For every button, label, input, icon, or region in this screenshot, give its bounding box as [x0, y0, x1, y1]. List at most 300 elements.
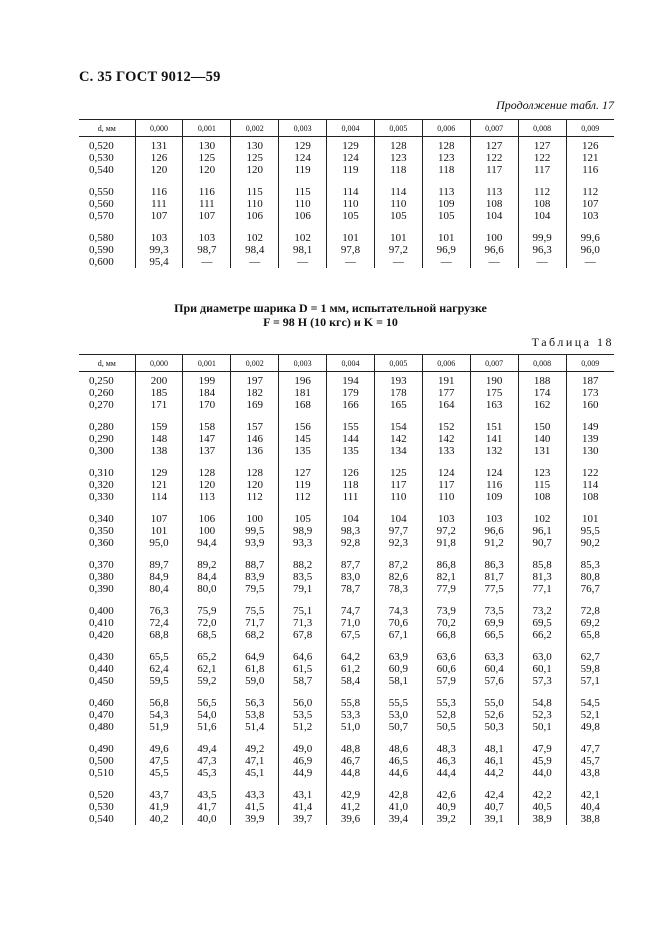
- hardness-cell: 60,4: [470, 663, 518, 675]
- hardness-cell: 104: [518, 210, 566, 222]
- hardness-cell: 85,3: [566, 549, 614, 571]
- hardness-cell: 121: [135, 479, 183, 491]
- hardness-cell: 188: [518, 372, 566, 388]
- diameter-cell: 0,500: [89, 755, 114, 767]
- diameter-cell: 0,530: [89, 801, 114, 813]
- hardness-cell: 80,0: [183, 583, 231, 595]
- hardness-cell: 105: [422, 210, 470, 222]
- table-row: [79, 137, 614, 153]
- hardness-cell: 171: [135, 399, 183, 411]
- hardness-cell: 86,3: [470, 549, 518, 571]
- column-header: 0,007: [470, 120, 518, 137]
- hardness-cell: 82,1: [422, 571, 470, 583]
- hardness-cell: 79,1: [279, 583, 327, 595]
- hardness-cell: 40,5: [518, 801, 566, 813]
- hardness-cell: —: [470, 256, 518, 268]
- hardness-cell: 130: [183, 137, 231, 153]
- hardness-cell: 47,7: [566, 733, 614, 755]
- diameter-cell: 0,490: [89, 743, 114, 755]
- hardness-cell: 107: [135, 210, 183, 222]
- diameter-cell: 0,400: [89, 605, 114, 617]
- hardness-cell: 40,7: [470, 801, 518, 813]
- hardness-cell: 151: [470, 411, 518, 433]
- table-header-row: [79, 120, 614, 137]
- table-row: [79, 675, 614, 687]
- hardness-cell: 40,2: [135, 813, 183, 825]
- hardness-cell: 46,1: [470, 755, 518, 767]
- hardness-cell: 39,7: [279, 813, 327, 825]
- hardness-cell: 92,3: [374, 537, 422, 549]
- diameter-cell: 0,480: [89, 721, 114, 733]
- table-row: [79, 755, 614, 767]
- hardness-cell: 125: [374, 457, 422, 479]
- hardness-cell: 45,5: [135, 767, 183, 779]
- hardness-cell: 71,7: [231, 617, 279, 629]
- hardness-cell: 108: [518, 491, 566, 503]
- hardness-cell: 97,2: [374, 244, 422, 256]
- hardness-cell: 108: [566, 491, 614, 503]
- table-row: [79, 525, 614, 537]
- hardness-cell: 168: [279, 399, 327, 411]
- hardness-cell: 114: [327, 176, 375, 198]
- hardness-cell: 111: [183, 198, 231, 210]
- hardness-cell: 50,7: [374, 721, 422, 733]
- hardness-cell: 96,3: [518, 244, 566, 256]
- hardness-cell: 87,7: [327, 549, 375, 571]
- hardness-cell: 80,8: [566, 571, 614, 583]
- hardness-cell: 139: [566, 433, 614, 445]
- hardness-cell: 43,1: [279, 779, 327, 801]
- hardness-cell: 108: [518, 198, 566, 210]
- hardness-cell: 123: [422, 152, 470, 164]
- hardness-cell: 80,4: [135, 583, 183, 595]
- diameter-cell: 0,340: [89, 513, 114, 525]
- table-row: [79, 779, 614, 801]
- hardness-cell: 43,3: [231, 779, 279, 801]
- hardness-cell: 120: [231, 479, 279, 491]
- hardness-cell: 58,7: [279, 675, 327, 687]
- hardness-cell: 49,6: [135, 733, 183, 755]
- hardness-cell: 88,7: [231, 549, 279, 571]
- hardness-cell: 61,8: [231, 663, 279, 675]
- hardness-cell: 110: [422, 491, 470, 503]
- hardness-cell: 116: [135, 176, 183, 198]
- hardness-cell: 124: [327, 152, 375, 164]
- hardness-cell: 93,3: [279, 537, 327, 549]
- hardness-cell: 62,4: [135, 663, 183, 675]
- hardness-cell: 59,2: [183, 675, 231, 687]
- hardness-cell: 109: [470, 491, 518, 503]
- hardness-cell: 46,7: [327, 755, 375, 767]
- hardness-cell: 76,3: [135, 595, 183, 617]
- hardness-cell: 91,2: [470, 537, 518, 549]
- hardness-cell: 53,3: [327, 709, 375, 721]
- hardness-cell: 109: [422, 198, 470, 210]
- table-row: [79, 176, 614, 198]
- hardness-cell: 39,4: [374, 813, 422, 825]
- hardness-cell: 124: [422, 457, 470, 479]
- hardness-cell: 49,8: [566, 721, 614, 733]
- column-header: 0,001: [183, 355, 231, 372]
- hardness-cell: 105: [374, 210, 422, 222]
- table-row: [79, 387, 614, 399]
- hardness-cell: 93,9: [231, 537, 279, 549]
- hardness-cell: 132: [470, 445, 518, 457]
- hardness-cell: 110: [327, 198, 375, 210]
- hardness-cell: 178: [374, 387, 422, 399]
- diameter-cell: 0,560: [89, 198, 114, 210]
- table-row: [79, 549, 614, 571]
- hardness-cell: 63,9: [374, 641, 422, 663]
- column-header: 0,009: [566, 355, 614, 372]
- hardness-cell: 73,2: [518, 595, 566, 617]
- table-row: [79, 617, 614, 629]
- hardness-cell: 131: [135, 137, 183, 153]
- hardness-cell: 149: [566, 411, 614, 433]
- table-row: [79, 152, 614, 164]
- hardness-cell: 107: [183, 210, 231, 222]
- hardness-cell: 78,3: [374, 583, 422, 595]
- hardness-cell: 52,1: [566, 709, 614, 721]
- hardness-cell: 112: [518, 176, 566, 198]
- section-caption-line-2: F = 98 Н (10 кгс) и K = 10: [263, 315, 398, 329]
- hardness-cell: 101: [422, 222, 470, 244]
- hardness-cell: 174: [518, 387, 566, 399]
- hardness-cell: 63,0: [518, 641, 566, 663]
- hardness-cell: 136: [231, 445, 279, 457]
- hardness-cell: 44,2: [470, 767, 518, 779]
- table-row: [79, 479, 614, 491]
- hardness-cell: 45,3: [183, 767, 231, 779]
- hardness-cell: 58,1: [374, 675, 422, 687]
- diameter-cell: 0,390: [89, 583, 114, 595]
- hardness-cell: 72,0: [183, 617, 231, 629]
- hardness-cell: 74,7: [327, 595, 375, 617]
- hardness-cell: 120: [183, 479, 231, 491]
- hardness-cell: 56,8: [135, 687, 183, 709]
- hardness-cell: 101: [135, 525, 183, 537]
- hardness-cell: 57,1: [566, 675, 614, 687]
- hardness-cell: 116: [183, 176, 231, 198]
- table-row: [79, 457, 614, 479]
- hardness-cell: 115: [518, 479, 566, 491]
- hardness-cell: 119: [279, 164, 327, 176]
- hardness-cell: 51,2: [279, 721, 327, 733]
- hardness-cell: 99,3: [135, 244, 183, 256]
- hardness-cell: 56,0: [279, 687, 327, 709]
- hardness-cell: 200: [135, 372, 183, 388]
- hardness-cell: 45,7: [566, 755, 614, 767]
- hardness-cell: 69,9: [470, 617, 518, 629]
- hardness-cell: 49,2: [231, 733, 279, 755]
- hardness-cell: 110: [279, 198, 327, 210]
- hardness-cell: 98,9: [279, 525, 327, 537]
- hardness-cell: 41,5: [231, 801, 279, 813]
- hardness-cell: 48,8: [327, 733, 375, 755]
- hardness-cell: 113: [470, 176, 518, 198]
- diameter-cell: 0,290: [89, 433, 114, 445]
- hardness-cell: 138: [135, 445, 183, 457]
- diameter-cell: 0,570: [89, 210, 114, 222]
- hardness-cell: 95,0: [135, 537, 183, 549]
- diameter-cell: 0,470: [89, 709, 114, 721]
- hardness-cell: 73,5: [470, 595, 518, 617]
- hardness-cell: 41,2: [327, 801, 375, 813]
- hardness-cell: 60,9: [374, 663, 422, 675]
- column-header-diameter: d, мм: [79, 120, 135, 137]
- hardness-cell: 39,1: [470, 813, 518, 825]
- hardness-cell: 118: [422, 164, 470, 176]
- hardness-cell: 98,7: [183, 244, 231, 256]
- hardness-cell: 42,4: [470, 779, 518, 801]
- hardness-cell: 81,7: [470, 571, 518, 583]
- hardness-cell: 145: [279, 433, 327, 445]
- hardness-cell: 56,5: [183, 687, 231, 709]
- diameter-cell: 0,530: [89, 152, 114, 164]
- hardness-cell: 43,8: [566, 767, 614, 779]
- hardness-cell: 199: [183, 372, 231, 388]
- hardness-cell: 106: [231, 210, 279, 222]
- hardness-cell: 127: [470, 137, 518, 153]
- hardness-cell: 40,0: [183, 813, 231, 825]
- hardness-cell: —: [374, 256, 422, 268]
- hardness-cell: 43,7: [135, 779, 183, 801]
- hardness-cell: 150: [518, 411, 566, 433]
- hardness-cell: 129: [135, 457, 183, 479]
- hardness-cell: 100: [231, 503, 279, 525]
- hardness-cell: 112: [231, 491, 279, 503]
- hardness-cell: 54,8: [518, 687, 566, 709]
- hardness-cell: 99,5: [231, 525, 279, 537]
- hardness-cell: 185: [135, 387, 183, 399]
- hardness-cell: 99,9: [518, 222, 566, 244]
- diameter-cell: 0,600: [89, 256, 114, 268]
- hardness-cell: 65,8: [566, 629, 614, 641]
- hardness-cell: 122: [470, 152, 518, 164]
- hardness-cell: 38,9: [518, 813, 566, 825]
- diameter-cell: 0,510: [89, 767, 114, 779]
- hardness-cell: 39,6: [327, 813, 375, 825]
- hardness-cell: 42,6: [422, 779, 470, 801]
- hardness-cell: 54,0: [183, 709, 231, 721]
- column-header: 0,006: [422, 355, 470, 372]
- hardness-cell: 81,3: [518, 571, 566, 583]
- hardness-cell: 105: [327, 210, 375, 222]
- table-row: [79, 629, 614, 641]
- hardness-cell: 82,6: [374, 571, 422, 583]
- hardness-cell: 96,0: [566, 244, 614, 256]
- hardness-cell: 105: [279, 503, 327, 525]
- hardness-cell: 50,1: [518, 721, 566, 733]
- hardness-cell: 97,2: [422, 525, 470, 537]
- diameter-cell: 0,370: [89, 559, 114, 571]
- hardness-cell: 64,2: [327, 641, 375, 663]
- hardness-cell: 111: [327, 491, 375, 503]
- hardness-cell: 48,1: [470, 733, 518, 755]
- hardness-cell: 115: [279, 176, 327, 198]
- hardness-cell: 98,4: [231, 244, 279, 256]
- hardness-cell: 51,9: [135, 721, 183, 733]
- column-header: 0,001: [183, 120, 231, 137]
- hardness-cell: 52,8: [422, 709, 470, 721]
- hardness-cell: 59,5: [135, 675, 183, 687]
- hardness-cell: 99,6: [566, 222, 614, 244]
- diameter-cell: 0,380: [89, 571, 114, 583]
- diameter-cell: 0,310: [89, 467, 114, 479]
- hardness-cell: 46,9: [279, 755, 327, 767]
- hardness-cell: 94,4: [183, 537, 231, 549]
- hardness-cell: 154: [374, 411, 422, 433]
- hardness-cell: 62,1: [183, 663, 231, 675]
- hardness-cell: 47,1: [231, 755, 279, 767]
- hardness-cell: 137: [183, 445, 231, 457]
- hardness-cell: 46,5: [374, 755, 422, 767]
- hardness-cell: 126: [327, 457, 375, 479]
- hardness-cell: 61,5: [279, 663, 327, 675]
- hardness-cell: 51,4: [231, 721, 279, 733]
- table-row: [79, 709, 614, 721]
- hardness-cell: 120: [135, 164, 183, 176]
- hardness-cell: 131: [518, 445, 566, 457]
- hardness-cell: 96,1: [518, 525, 566, 537]
- hardness-cell: 95,4: [135, 256, 183, 268]
- hardness-cell: 41,4: [279, 801, 327, 813]
- table-row: [79, 767, 614, 779]
- diameter-cell: 0,250: [89, 375, 114, 387]
- hardness-cell: 103: [566, 210, 614, 222]
- hardness-cell: 142: [422, 433, 470, 445]
- hardness-cell: 41,0: [374, 801, 422, 813]
- hardness-cell: 59,0: [231, 675, 279, 687]
- hardness-cell: 44,9: [279, 767, 327, 779]
- hardness-cell: 44,0: [518, 767, 566, 779]
- hardness-cell: 98,3: [327, 525, 375, 537]
- hardness-cell: 111: [135, 198, 183, 210]
- table-row: [79, 445, 614, 457]
- hardness-cell: 49,4: [183, 733, 231, 755]
- hardness-cell: 59,8: [566, 663, 614, 675]
- hardness-cell: 133: [422, 445, 470, 457]
- hardness-cell: 97,8: [327, 244, 375, 256]
- hardness-cell: 102: [231, 222, 279, 244]
- diameter-cell: 0,320: [89, 479, 114, 491]
- hardness-cell: 112: [279, 491, 327, 503]
- hardness-cell: 95,5: [566, 525, 614, 537]
- column-header: 0,003: [279, 355, 327, 372]
- hardness-cell: 135: [279, 445, 327, 457]
- hardness-cell: 107: [566, 198, 614, 210]
- hardness-cell: 54,3: [135, 709, 183, 721]
- hardness-cell: 86,8: [422, 549, 470, 571]
- table-label: Таблица 18: [531, 335, 614, 349]
- hardness-cell: 103: [183, 222, 231, 244]
- hardness-cell: 44,6: [374, 767, 422, 779]
- hardness-cell: 175: [470, 387, 518, 399]
- hardness-cell: 69,2: [566, 617, 614, 629]
- table-row: [79, 721, 614, 733]
- hardness-cell: 42,8: [374, 779, 422, 801]
- hardness-cell: 72,8: [566, 595, 614, 617]
- hardness-cell: 89,7: [135, 549, 183, 571]
- hardness-cell: 129: [279, 137, 327, 153]
- hardness-cell: 106: [279, 210, 327, 222]
- table-row: [79, 411, 614, 433]
- hardness-cell: 191: [422, 372, 470, 388]
- hardness-cell: 117: [374, 479, 422, 491]
- table-row: [79, 687, 614, 709]
- table-row: [79, 164, 614, 176]
- hardness-cell: 90,2: [566, 537, 614, 549]
- hardness-cell: 67,5: [327, 629, 375, 641]
- hardness-cell: 62,7: [566, 641, 614, 663]
- section-caption-line-1: При диаметре шарика D = 1 мм, испытательной нагрузке: [174, 301, 487, 315]
- hardness-cell: 104: [327, 503, 375, 525]
- hardness-cell: 147: [183, 433, 231, 445]
- hardness-cell: 113: [183, 491, 231, 503]
- hardness-cell: 100: [183, 525, 231, 537]
- table-row: [79, 595, 614, 617]
- hardness-cell: 110: [374, 491, 422, 503]
- diameter-cell: 0,540: [89, 813, 114, 825]
- hardness-cell: 100: [470, 222, 518, 244]
- hardness-cell: 77,5: [470, 583, 518, 595]
- hardness-cell: 101: [327, 222, 375, 244]
- column-header: 0,000: [135, 355, 183, 372]
- column-header: 0,004: [327, 355, 375, 372]
- table-row: [79, 198, 614, 210]
- hardness-cell: 54,5: [566, 687, 614, 709]
- hardness-cell: 85,8: [518, 549, 566, 571]
- hardness-cell: 119: [327, 164, 375, 176]
- hardness-cell: 120: [183, 164, 231, 176]
- hardness-cell: 68,8: [135, 629, 183, 641]
- hardness-cell: 40,9: [422, 801, 470, 813]
- hardness-cell: 90,7: [518, 537, 566, 549]
- hardness-cell: 157: [231, 411, 279, 433]
- hardness-cell: 155: [327, 411, 375, 433]
- hardness-cell: 63,3: [470, 641, 518, 663]
- hardness-cell: 40,4: [566, 801, 614, 813]
- column-header: 0,007: [470, 355, 518, 372]
- hardness-cell: 163: [470, 399, 518, 411]
- hardness-cell: 197: [231, 372, 279, 388]
- hardness-cell: 53,8: [231, 709, 279, 721]
- column-header: 0,005: [374, 120, 422, 137]
- hardness-cell: 122: [566, 457, 614, 479]
- hardness-cell: 156: [279, 411, 327, 433]
- hardness-cell: 98,1: [279, 244, 327, 256]
- hardness-cell: 67,1: [374, 629, 422, 641]
- hardness-cell: 162: [518, 399, 566, 411]
- hardness-cell: 164: [422, 399, 470, 411]
- hardness-cell: —: [422, 256, 470, 268]
- diameter-cell: 0,460: [89, 697, 114, 709]
- hardness-cell: 179: [327, 387, 375, 399]
- hardness-cell: 116: [566, 164, 614, 176]
- diameter-cell: 0,540: [89, 164, 114, 176]
- hardness-cell: 66,2: [518, 629, 566, 641]
- column-header: 0,008: [518, 355, 566, 372]
- hardness-cell: 187: [566, 372, 614, 388]
- hardness-cell: 123: [518, 457, 566, 479]
- hardness-cell: 122: [518, 152, 566, 164]
- diameter-cell: 0,410: [89, 617, 114, 629]
- hardness-cell: 142: [374, 433, 422, 445]
- hardness-cell: 127: [279, 457, 327, 479]
- hardness-cell: 68,2: [231, 629, 279, 641]
- diameter-cell: 0,440: [89, 663, 114, 675]
- column-header: 0,004: [327, 120, 375, 137]
